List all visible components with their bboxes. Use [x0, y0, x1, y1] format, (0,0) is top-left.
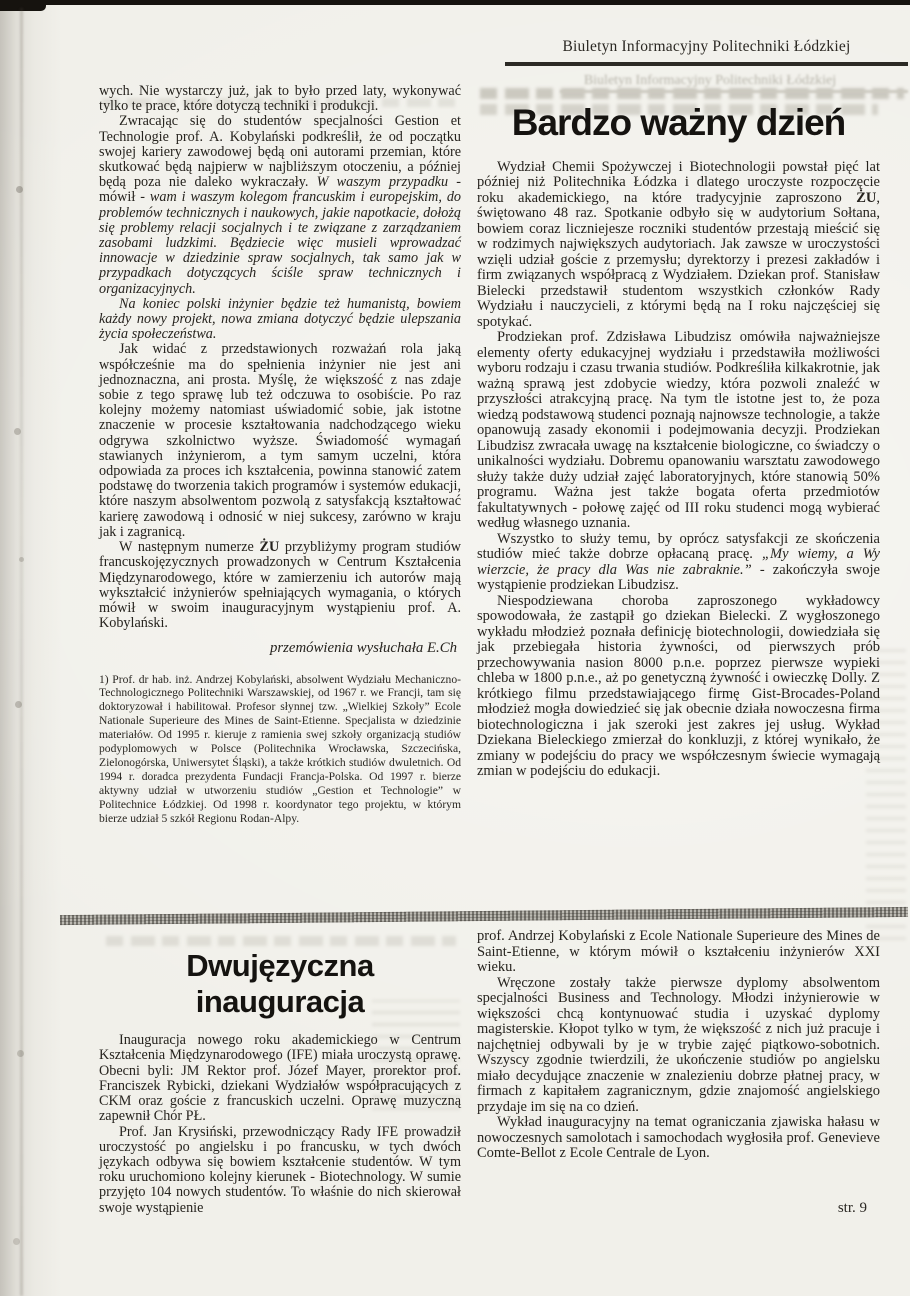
paragraph: Wręczone zostały także pierwsze dyplomy absolwentom specjalności Business and Technology. Młodzi inżynierowie w większości chcą kontynuować studia i uzyskać dyplomy magisterskie. Kłopot tylko w tym, że większość z nich już pracuje i najchętniej odbywali by je w trybie zajęć piątkowo-sobotnich. Wszyscy zgodnie twierdzili, że ukończenie studiów po angielsku miało decydujące znaczenie w znalezieniu dobrze płatnej pracy, w firmach z kapitałem zagranicznym, gdzie znajomość angielskiego przydaje im się na co dzień.: [477, 974, 880, 1115]
paragraph: Prof. Jan Krysiński, przewodniczący Rady IFE prowadził uroczystość po angielsku i po francusku, w tych dwóch językach odbywa się bowiem kształcenie studentów. W tym roku uruchomiono kolejny kierunek - Biotechnology. W sumie przyjęto 104 nowych studentów. To właśnie do nich skierował swoje wystąpienie: [99, 1123, 461, 1216]
page-number: str. 9: [837, 1200, 867, 1216]
headline-bardzo-wazny-dzien: Bardzo ważny dzień: [511, 102, 846, 143]
section-divider-bar: [60, 907, 908, 925]
paragraph: Inauguracja nowego roku akademickiego w Centrum Kształcenia Międzynarodowego (IFE) miała uroczystą oprawę. Obecni byli: JM Rektor prof. Józef Mayer, prorektor prof. Franciszek Rybicki, dziekani Wydziałów współpracujących z CKM oraz goście z francuskich uczelni. Oprawę muzyczną zapewnił Chór PŁ.: [99, 1032, 461, 1125]
header-rule: [505, 62, 908, 66]
binding-fold-shadow: [20, 8, 23, 1296]
continuation-paragraphs: [99, 84, 461, 631]
article-paragraphs: [477, 160, 880, 780]
paragraph: Wszystko to służy temu, by oprócz satysfakcji ze skończenia studiów mieć także dobrze opłacaną pracę. „My wiemy, a Wy wierzcie, że pracy dla Was nie zabraknie.” - zakończyła swoje wystąpienie prodziekan Libudzisz.: [477, 530, 880, 594]
scan-bleed-header-rule: [560, 90, 908, 93]
scan-edge-corner: [0, 0, 46, 11]
article-bilingual-inauguration: [99, 948, 461, 1216]
paragraph: Wydział Chemii Spożywczej i Biotechnologii powstał pięć lat później niż Politechnika Łódzka i dlatego uroczyste rozpoczęcie roku akademickiego, na które tradycyjnie zaproszono ŻU, świętowano 48 raz. Spotkanie odbyło się w audytorium Sołtana, bowiem coraz liczniejesze roczniki studentów przestają mieścić się w rodzimych największych audytoriach. Jak zawsze w uroczystości wzięli udział goście z przemysłu; dyrektorzy i prezesi zakładów i firm związanych współpracą z Wydziałem. Dziekan prof. Stanisław Bielecki przedstawił studentom wszystkich członków Rady Wydziału i nauczycieli, z którymi będą na I roku najczęściej się spotykać.: [477, 158, 880, 330]
article-bardzo-wazny-dzien: [477, 95, 880, 780]
article-paragraphs: [477, 929, 880, 1162]
page-header-title: Biuletyn Informacyjny Politechniki Łódzkiej: [562, 38, 851, 55]
scan-bleed-artifact: [106, 936, 456, 946]
right-column-continuation: [477, 929, 880, 1162]
paragraph: Na koniec polski inżynier będzie też humanistą, bowiem każdy nowy projekt, nowa zmiana dotyczyć będzie ulepszania życia społeczeństwa.: [99, 295, 461, 343]
paragraph: Zwracając się do studentów specjalności Gestion et Technologie prof. A. Kobylański podkreślił, że od początku swojej kariery zawodowej będą oni autorami przemian, które skutkować będą najpierw w najbliższym otoczeniu, a później będą poza nie daleko wykraczały. W waszym przypadku - mówił - wam i waszym kolegom francuskim i europejskim, do problemów technicznych i naukowych, jakie napotkacie, dołożą się problemy relacji socjalnych i te związane z zarządzaniem zasobami ludzkimi. Będziecie więc musieli wprowadzać innowacje w dziedzinie spraw socjalnych, tak samo jak w przypadkach dotyczących ściśle spraw technicznych i organizacyjnych.: [99, 113, 462, 297]
article-byline: przemówienia wysłuchała E.Ch: [269, 640, 457, 657]
paragraph: prof. Andrzej Kobylański z Ecole Nationale Superieure des Mines de Saint-Etienne, w którym mówił o kształceniu inżynierów XXI wieku.: [477, 928, 880, 975]
left-column-article-continuation: [99, 84, 461, 825]
scan-specks: [0, 0, 3, 3]
scan-edge-top: [0, 0, 910, 5]
paragraph: Jak widać z przedstawionych rozważań rola jaką współcześnie ma do spełnienia inżynier nie jest ani jednoznaczna, ani prosta. Myślę, że większość z nas zdaje sobie z tego sprawę lub też odczuwa to osobiście. Po raz kolejny możemy natomiast uświadomić sobie, jak istotne znaczenie w procesie kształtowania nadchodzącego wieku odgrywa szkolnictwo wyższe. Świadomość wymagań stawianych inżynierom, a tym samym uczelni, która odpowiada za proces ich kształcenia, powinna stanowić zatem podstawę do tworzenia takich programów i systemów edukacji, które naszym absolwentom pozwolą z satysfakcją kształtować karierę zawodową i odnosić w niej sukcesy, zarówno w kraju jak i zagranicą.: [99, 341, 461, 540]
paragraph: Niespodziewana choroba zaproszonego wykładowcy spowodowała, że zastąpił go dziekan Bielecki. Z wygłoszonego wykładu młodzież poznała definicję biotechnologii, dowiedziała się jak przebiegała historia żywności, od pierwszych prób przechowywania nasion 8000 p.n.e. poprzez pierwsze wypieki chleba w 1800 p.n.e., aż po genetyczną żywność i owieczkę Dolly. Z krótkiego filmu przedstawiającego firmę Gist-Brocades-Poland młodzież mogła dowiedzieć się jak obecnie działa nowoczesna firma biotechnologiczna i jak szeroki jest zakres jej usług. Wykład Dziekana Bieleckiego zmierzał do konkluzji, z której wynikało, że zmiany w podejściu do pracy we współczesnym świecie wymagają zmian w podejściu do edukacji.: [477, 592, 880, 780]
headline-dwujezyczna-inauguracja: Dwujęzyczna inauguracja: [186, 948, 374, 1019]
paragraph: Wykład inauguracyjny na temat ograniczania zjawiska hałasu w nowoczesnych samolotach i samochodach wygłosiła prof. Genevieve Comte-Bellot z Ecole Centrale de Lyon.: [477, 1114, 880, 1161]
biography-footnote: 1) Prof. dr hab. inż. Andrzej Kobylański, absolwent Wydziału Mechaniczno-Technologicznego Politechniki Warszawskiej, od 1967 r. we Francji, tam się doktoryzował i habilitował. Profesor słynnej tzw. „Wielkiej Szkoły” Ecole Nationale Superieure des Mines de Saint-Etienne. Specjalista w dziedzinie materiałów. Od 1995 r. kieruje z ramienia swej szkoły organizacją studiów podyplomowych w Polsce (Politechnika Wrocławska, Szczecińska, Zielonogórska, Uniwersytet Śląski), a także krótkich studiów dwuletnich. Od 1994 r. doradca prezydenta Fundacji Francja-Polska. Od 1997 r. bierze aktywny udział w utworzeniu studiów „Gestion et Technologie” w Politechnice Łódzkiej. Od 1998 r. koordynator tego projektu, w którym bierze udział 5 szkół Regionu Rodan-Alpy.: [99, 672, 461, 825]
paragraph: W następnym numerze ŻU przybliżymy program studiów francuskojęzycznych prowadzonych w Centrum Kształcenia Międzynarodowego, które w zamierzeniu ich autorów mają wykształcić inżynierów spełniających wymagania, o których mówił w swoim inauguracyjnym wystąpieniu prof. A. Kobylański.: [99, 539, 461, 632]
scan-bleed-header-text: Biuletyn Informacyjny Politechniki Łódzkiej: [583, 73, 837, 88]
article-paragraphs: [99, 1033, 461, 1215]
paragraph: wych. Nie wystarczy już, jak to było przed laty, wykonywać tylko te prace, które dotyczą techniki i produkcji.: [99, 83, 461, 115]
paragraph: Prodziekan prof. Zdzisława Libudzisz omówiła najważniejsze elementy oferty edukacyjnej wydziału i przedstawiła możliwości wyboru rodzaju i czasu trwania studiów. Podkreśliła kilkakrotnie, jak ważną sprawą jest zdobycie wiedzy, która pozwoli znaleźć w przyszłości atrakcyjną pracę. Na tym tle istotne jest to, że poza wiedzą podstawową studenci poznają najnowsze technologie, a także opanowują zasady ekonomii i podejmowania decyzji. Prodziekan Libudzisz zwracała uwagę na kształcenie biologiczne, co świadczy o unikalności wydziału. Dobremu opanowaniu warsztatu zawodowego służy także duży udział zajęć laboratoryjnych, które stanowią 50% programu. Ważna jest także bogata oferta przedmiotów fakultatywnych - połowę zajęć od III roku studenci mogą wybierać według własnego uznania.: [477, 329, 880, 532]
